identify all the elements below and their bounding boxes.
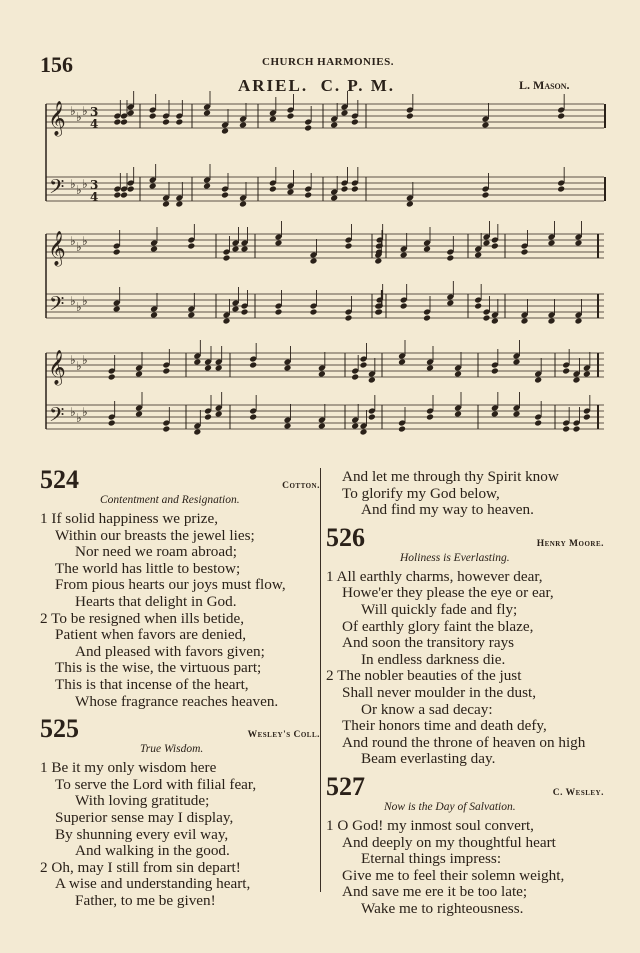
flat-sign: ♭ bbox=[70, 234, 76, 248]
verse-line: 2 To be resigned when ills betide, bbox=[40, 609, 245, 627]
note-head bbox=[113, 192, 121, 199]
verse-line: 1 All earthly charms, however dear, bbox=[326, 567, 543, 585]
verse-line: 2 The nobler beauties of the just bbox=[326, 667, 522, 685]
note-head bbox=[310, 309, 318, 316]
note-head bbox=[423, 315, 431, 322]
note-head bbox=[426, 365, 434, 372]
note-head bbox=[375, 309, 383, 316]
note-head bbox=[150, 246, 158, 253]
time-signature: 4 bbox=[90, 117, 99, 131]
verse-line: This is the wise, the virtuous part; bbox=[55, 659, 262, 677]
treble-clef: 𝄞 bbox=[48, 231, 66, 266]
note-head bbox=[249, 362, 257, 369]
note-head bbox=[575, 318, 583, 325]
verse-line: Or know a sad decay: bbox=[361, 700, 493, 718]
note-head bbox=[341, 186, 349, 193]
verse-line: To serve the Lord with filial fear, bbox=[55, 775, 257, 793]
note-head bbox=[193, 359, 201, 366]
page-number: 156 bbox=[40, 52, 73, 77]
verse-line: In endless darkness die. bbox=[361, 650, 506, 668]
note-head bbox=[398, 426, 406, 433]
note-head bbox=[162, 368, 170, 375]
note-head bbox=[150, 312, 158, 319]
verse-line: Will quickly fade and fly; bbox=[361, 600, 518, 618]
tune-meter: C. P. M. bbox=[320, 76, 396, 95]
note-head bbox=[284, 423, 292, 430]
right-column bbox=[326, 469, 608, 917]
note-head bbox=[204, 414, 212, 421]
verse-line: 1 If solid happiness we prize, bbox=[40, 510, 218, 527]
note-head bbox=[534, 377, 542, 384]
note-head bbox=[203, 183, 211, 190]
note-head bbox=[162, 426, 170, 433]
note-head bbox=[162, 201, 170, 208]
note-head bbox=[454, 371, 462, 378]
note-head bbox=[135, 371, 143, 378]
verse-line: And find my way to heaven. bbox=[361, 501, 534, 519]
note-head bbox=[318, 371, 326, 378]
note-head bbox=[573, 377, 581, 384]
hymn-525-continuation bbox=[326, 469, 608, 519]
flat-sign: ♭ bbox=[82, 177, 88, 191]
note-head bbox=[351, 374, 359, 381]
verse-line: Give me to feel their solemn weight, bbox=[342, 866, 565, 884]
note-head bbox=[454, 411, 462, 418]
note-head bbox=[304, 192, 312, 199]
note-head bbox=[187, 312, 195, 319]
note-head bbox=[304, 125, 312, 132]
note-head bbox=[287, 113, 295, 120]
time-signature: 4 bbox=[90, 190, 99, 204]
note-head bbox=[330, 122, 338, 129]
note-head bbox=[400, 252, 408, 259]
note-head bbox=[548, 318, 556, 325]
note-head bbox=[575, 240, 583, 247]
note-head bbox=[108, 420, 116, 427]
flat-sign: ♭ bbox=[76, 300, 82, 314]
verse-line: Of earthly glory faint the blaze, bbox=[342, 617, 534, 635]
note-head bbox=[239, 201, 247, 208]
note-head bbox=[483, 315, 491, 322]
note-head bbox=[351, 119, 359, 126]
verse-line: Within our breasts the jewel lies; bbox=[55, 526, 255, 544]
note-head bbox=[241, 246, 249, 253]
hymn-number: 524 bbox=[40, 465, 79, 494]
note-head bbox=[120, 119, 128, 126]
note-head bbox=[318, 423, 326, 430]
note-head bbox=[204, 365, 212, 372]
note-head bbox=[113, 306, 121, 313]
verse-line: And round the throne of heaven on high bbox=[342, 733, 586, 751]
verse-line: And let me through thy Spirit know bbox=[342, 468, 559, 485]
running-head: CHURCH HARMONIES. bbox=[262, 56, 394, 68]
verse-line: Wake me to righteousness. bbox=[361, 899, 524, 917]
note-head bbox=[562, 426, 570, 433]
note-head bbox=[232, 246, 240, 253]
note-head bbox=[127, 186, 135, 193]
hymn-subtitle: Contentment and Resignation. bbox=[100, 494, 240, 506]
flat-sign: ♭ bbox=[82, 353, 88, 367]
verse-line: Their honors time and death defy, bbox=[342, 717, 547, 735]
treble-clef: 𝄞 bbox=[48, 350, 66, 385]
hymn-525-verses bbox=[40, 760, 320, 909]
bass-clef: 𝄢 bbox=[49, 292, 65, 320]
verse-line: With loving gratitude; bbox=[75, 792, 210, 810]
note-head bbox=[557, 113, 565, 120]
note-head bbox=[162, 119, 170, 126]
verse-line: Father, to me be given! bbox=[75, 891, 216, 909]
note-head bbox=[573, 426, 581, 433]
verse-line: This is that incense of the heart, bbox=[55, 675, 249, 693]
note-head bbox=[221, 192, 229, 199]
hymn-527-verses bbox=[326, 818, 608, 918]
note-head bbox=[269, 116, 277, 123]
flat-sign: ♭ bbox=[70, 405, 76, 419]
flat-sign: ♭ bbox=[82, 294, 88, 308]
note-head bbox=[557, 186, 565, 193]
hymn-author: Henry Moore. bbox=[536, 538, 604, 549]
tune-name: ARIEL. bbox=[238, 76, 309, 95]
note-head bbox=[215, 365, 223, 372]
hymn-525-header bbox=[40, 716, 320, 742]
note-head bbox=[548, 240, 556, 247]
note-head bbox=[232, 306, 240, 313]
treble-clef: 𝄞 bbox=[48, 101, 66, 136]
note-head bbox=[113, 249, 121, 256]
note-head bbox=[175, 119, 183, 126]
note-head bbox=[583, 371, 591, 378]
note-head bbox=[120, 192, 128, 199]
note-head bbox=[284, 365, 292, 372]
hymn-526-header bbox=[326, 522, 608, 552]
hymn-524-header bbox=[40, 467, 320, 493]
note-head bbox=[491, 318, 499, 325]
note-head bbox=[223, 318, 231, 325]
verse-line: Whose fragrance reaches heaven. bbox=[75, 692, 279, 710]
verse-line: 1 O God! my inmost soul convert, bbox=[326, 816, 534, 834]
hymn-524-verses bbox=[40, 511, 320, 710]
note-head bbox=[482, 192, 490, 199]
note-head bbox=[215, 411, 223, 418]
note-head bbox=[287, 189, 295, 196]
note-head bbox=[149, 113, 157, 120]
hymn-subtitle: Holiness is Everlasting. bbox=[400, 551, 510, 564]
hymn-527-header bbox=[326, 771, 608, 801]
note-head bbox=[187, 243, 195, 250]
note-head bbox=[249, 414, 257, 421]
flat-sign: ♭ bbox=[70, 104, 76, 118]
note-head bbox=[351, 186, 359, 193]
note-head bbox=[193, 429, 201, 436]
note-head bbox=[491, 243, 499, 250]
note-head bbox=[275, 309, 283, 316]
note-head bbox=[426, 414, 434, 421]
note-head bbox=[491, 368, 499, 375]
bass-clef: 𝄢 bbox=[49, 175, 65, 203]
flat-sign: ♭ bbox=[70, 294, 76, 308]
verse-line: Beam everlasting day. bbox=[361, 750, 496, 768]
flat-sign: ♭ bbox=[82, 104, 88, 118]
flat-sign: ♭ bbox=[76, 240, 82, 254]
note-head bbox=[446, 300, 454, 307]
verse-line: By shunning every evil way, bbox=[55, 825, 229, 843]
note-head bbox=[345, 315, 353, 322]
note-head bbox=[398, 359, 406, 366]
note-head bbox=[127, 110, 135, 117]
note-head bbox=[330, 195, 338, 202]
verse-line: 1 Be it my only wisdom here bbox=[40, 759, 217, 777]
note-head bbox=[108, 374, 116, 381]
verse-line: Howe'er they please the eye or ear, bbox=[342, 584, 554, 602]
note-head bbox=[360, 429, 368, 436]
flat-sign: ♭ bbox=[76, 110, 82, 124]
verse-line: And pleased with favors given; bbox=[75, 642, 265, 660]
hymn-subtitle: True Wisdom. bbox=[140, 743, 204, 756]
note-head bbox=[203, 110, 211, 117]
note-head bbox=[368, 414, 376, 421]
time-signature: 3 bbox=[90, 178, 99, 192]
note-head bbox=[135, 411, 143, 418]
note-head bbox=[406, 113, 414, 120]
hymn-author: Wesley's Coll. bbox=[247, 730, 320, 741]
verse-line: The world has little to bestow; bbox=[55, 559, 241, 577]
verse-line: From pious hearts our joys must flow, bbox=[55, 576, 286, 594]
note-head bbox=[341, 110, 349, 117]
flat-sign: ♭ bbox=[82, 234, 88, 248]
verse-line: To glorify my God below, bbox=[342, 484, 500, 502]
note-head bbox=[113, 119, 121, 126]
hymn-526-verses bbox=[326, 569, 608, 768]
note-head bbox=[521, 249, 529, 256]
note-head bbox=[149, 183, 157, 190]
verse-line: And deeply on my thoughtful heart bbox=[342, 833, 556, 851]
verse-line: Patient when favors are denied, bbox=[55, 626, 247, 644]
hymn-number: 526 bbox=[326, 522, 365, 552]
note-head bbox=[406, 201, 414, 208]
note-head bbox=[446, 255, 454, 262]
note-head bbox=[223, 255, 231, 262]
verse-line: And save me ere it be too late; bbox=[342, 883, 528, 901]
note-head bbox=[483, 240, 491, 247]
hymn-subtitle: Now is the Day of Salvation. bbox=[384, 800, 516, 813]
flat-sign: ♭ bbox=[76, 359, 82, 373]
note-head bbox=[368, 377, 376, 384]
verse-line: Nor need we roam abroad; bbox=[75, 543, 237, 561]
verse-line: 2 Oh, may I still from sin depart! bbox=[40, 858, 241, 876]
hymn-number: 525 bbox=[40, 714, 79, 744]
note-head bbox=[513, 359, 521, 366]
note-head bbox=[400, 303, 408, 310]
note-head bbox=[239, 122, 247, 129]
note-head bbox=[513, 411, 521, 418]
verse-line: And soon the transitory rays bbox=[342, 634, 515, 652]
verse-line: A wise and understanding heart, bbox=[55, 875, 251, 893]
note-head bbox=[241, 309, 249, 316]
note-head bbox=[221, 128, 229, 135]
note-head bbox=[351, 423, 359, 430]
time-signature: 3 bbox=[90, 105, 99, 119]
note-head bbox=[310, 258, 318, 265]
note-head bbox=[275, 240, 283, 247]
hymn-number: 527 bbox=[326, 771, 365, 801]
note-head bbox=[374, 258, 382, 265]
note-head bbox=[562, 368, 570, 375]
flat-sign: ♭ bbox=[76, 411, 82, 425]
column-divider bbox=[320, 468, 321, 892]
note-head bbox=[175, 201, 183, 208]
verse-line: And walking in the good. bbox=[75, 842, 230, 860]
note-head bbox=[345, 243, 353, 250]
flat-sign: ♭ bbox=[82, 405, 88, 419]
note-head bbox=[583, 414, 591, 421]
note-head bbox=[423, 246, 431, 253]
hymn-author: C. Wesley. bbox=[552, 787, 604, 798]
note-head bbox=[521, 318, 529, 325]
verse-line: Eternal things impress: bbox=[361, 850, 502, 868]
verse-line: Superior sense may I display, bbox=[55, 808, 234, 826]
note-head bbox=[474, 303, 482, 310]
flat-sign: ♭ bbox=[70, 177, 76, 191]
note-head bbox=[491, 411, 499, 418]
flat-sign: ♭ bbox=[70, 353, 76, 367]
bass-clef: 𝄢 bbox=[49, 403, 65, 431]
note-head bbox=[482, 122, 490, 129]
tune-composer: L. Mason. bbox=[519, 78, 570, 92]
verse-line: Hearts that delight in God. bbox=[75, 592, 237, 610]
music-score bbox=[0, 0, 640, 460]
left-column bbox=[40, 467, 320, 909]
note-head bbox=[360, 362, 368, 369]
note-head bbox=[534, 420, 542, 427]
hymn-author: Cotton. bbox=[282, 481, 320, 491]
flat-sign: ♭ bbox=[76, 183, 82, 197]
note-head bbox=[269, 186, 277, 193]
note-head bbox=[474, 252, 482, 259]
verse-line: Shall never moulder in the dust, bbox=[342, 683, 537, 701]
